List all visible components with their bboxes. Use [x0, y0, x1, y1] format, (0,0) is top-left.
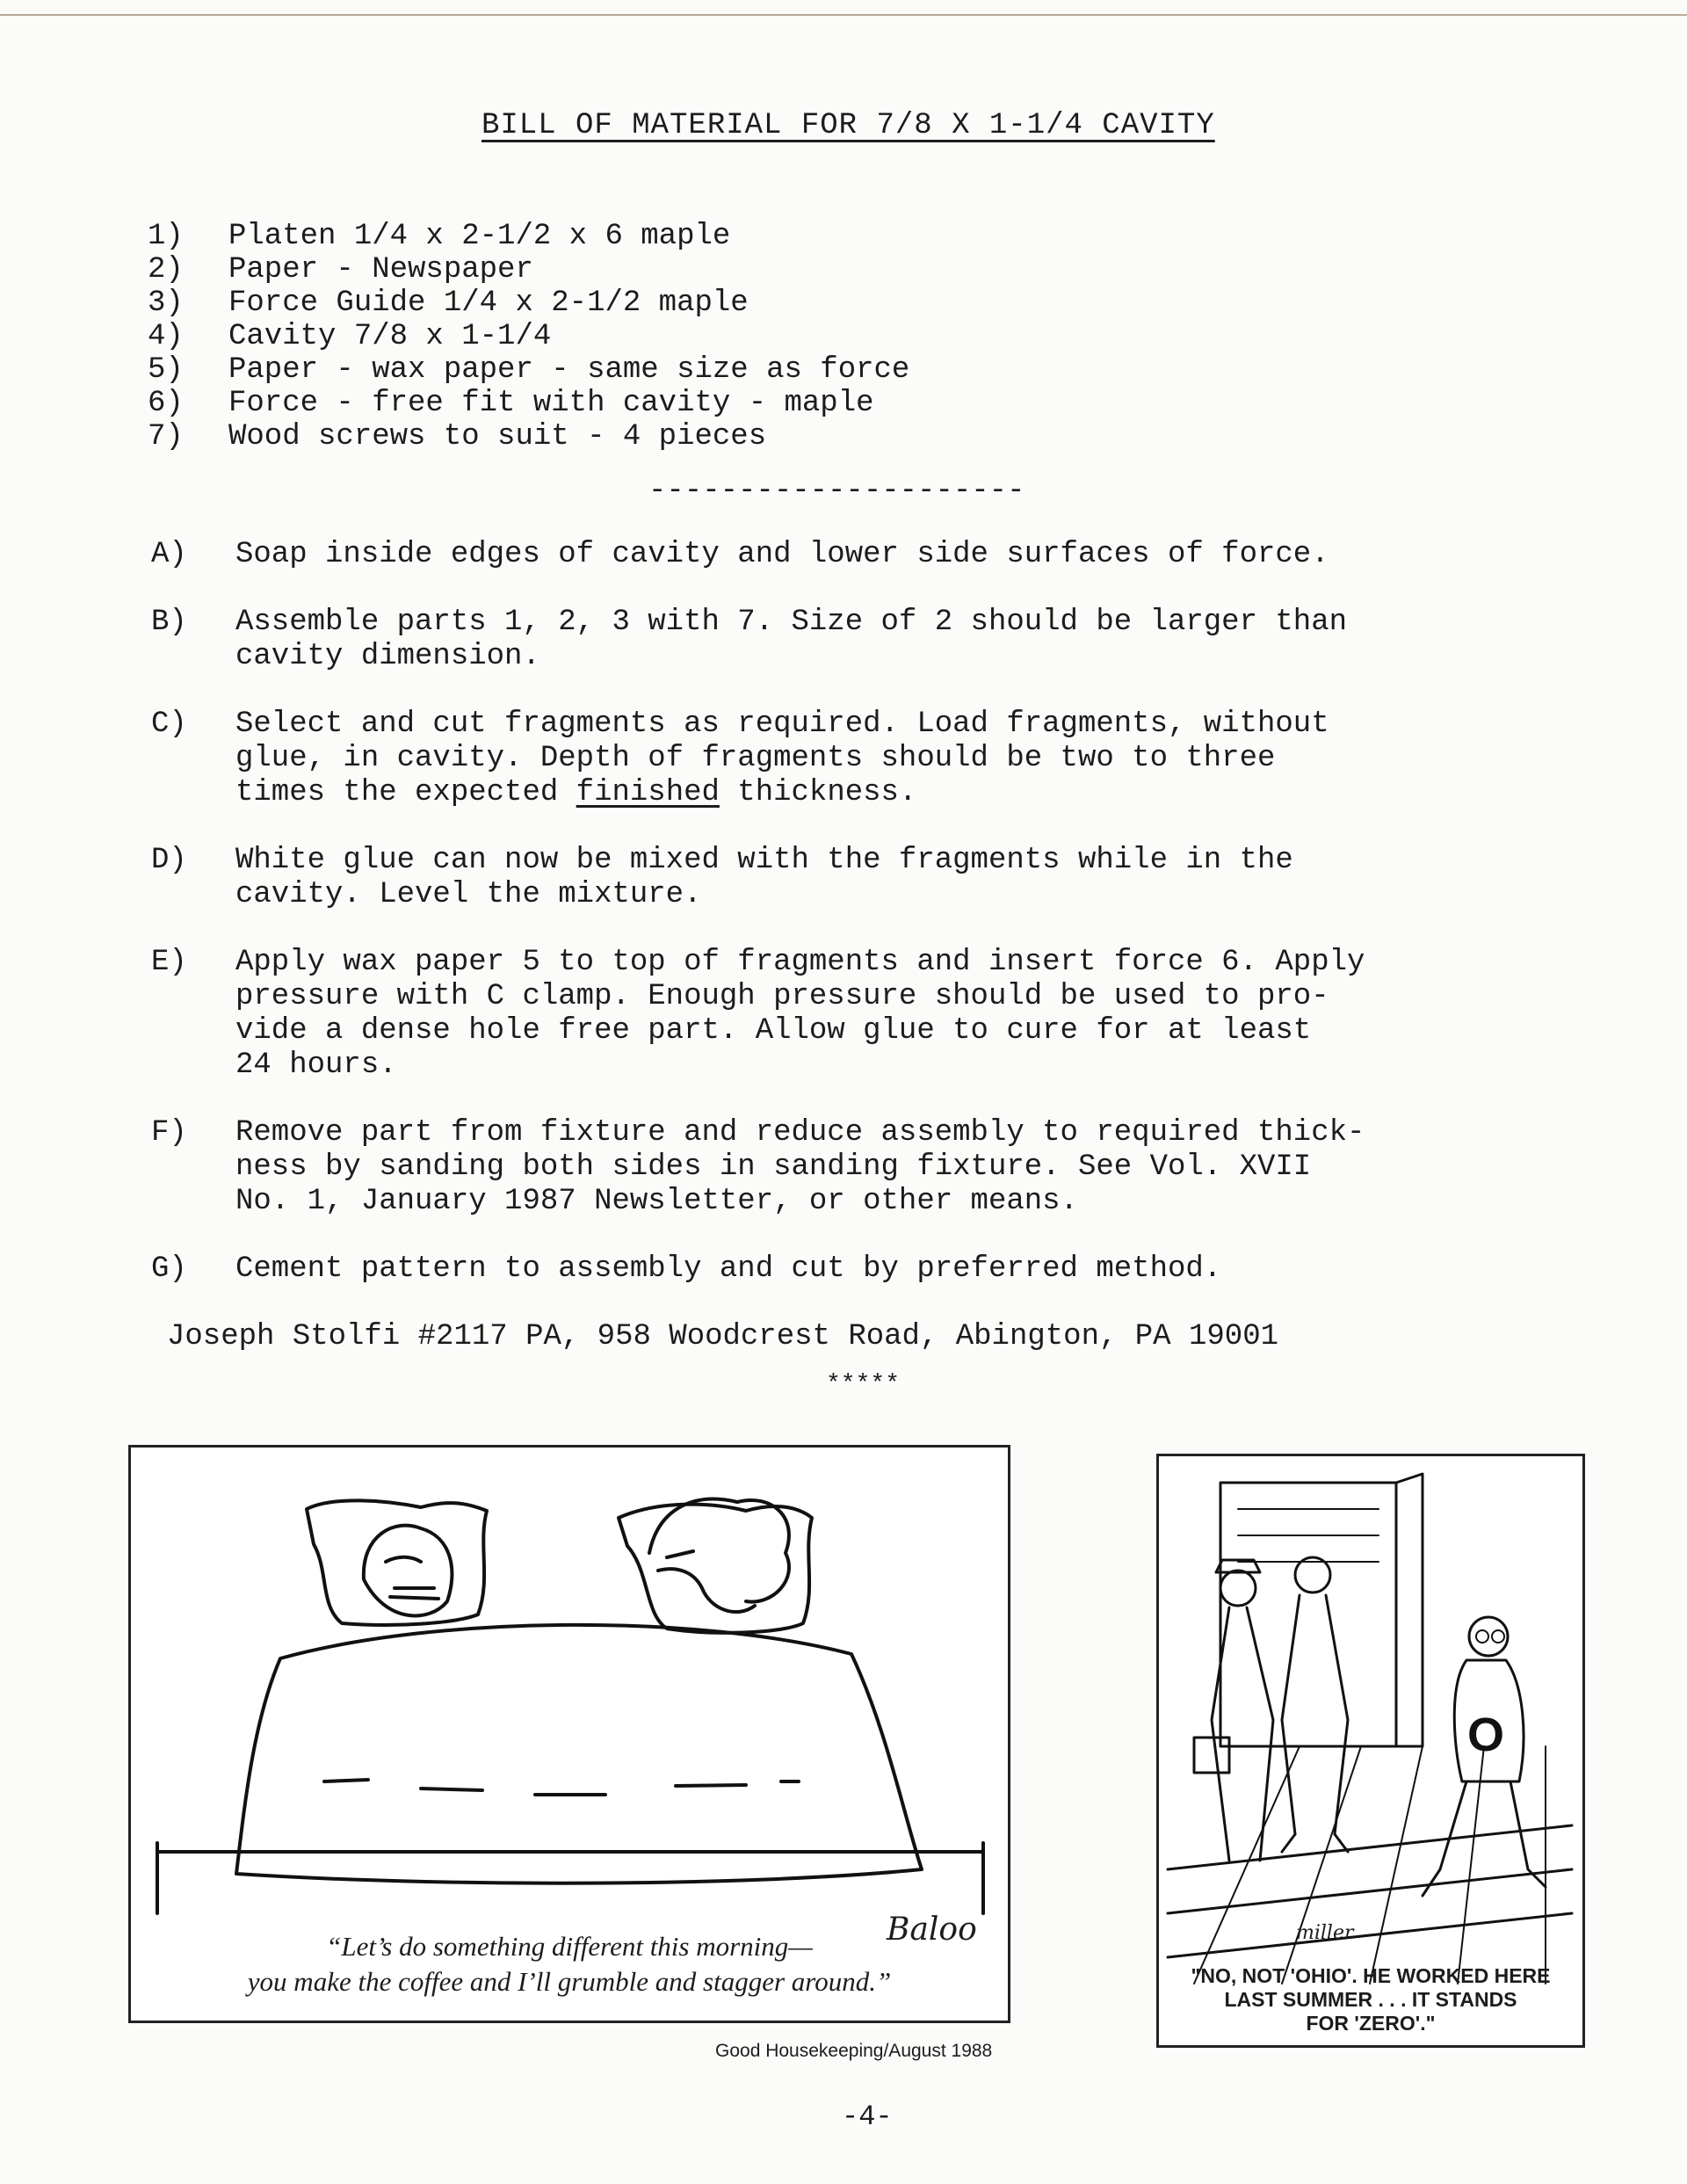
item-text: Platen 1/4 x 2-1/2 x 6 maple	[228, 220, 731, 253]
list-item	[148, 287, 909, 320]
step-letter: D)	[151, 844, 187, 877]
item-text: Force - free fit with cavity - maple	[228, 387, 874, 420]
step-text: Cement pattern to assembly and cut by preferred method.	[235, 1252, 1222, 1286]
caption-line: you make the coffee and I’ll grumble and stagger around.”	[247, 1966, 892, 1997]
page-number: -4-	[842, 2101, 893, 2133]
item-number: 5)	[148, 353, 184, 387]
list-item	[148, 353, 909, 387]
item-text: Force Guide 1/4 x 2-1/2 maple	[228, 287, 749, 320]
bed-cartoon-caption	[131, 1929, 1008, 1999]
item-number: 6)	[148, 387, 184, 420]
step-text-part: thickness.	[719, 776, 917, 809]
step-letter: A)	[151, 538, 187, 571]
step-text	[235, 707, 1329, 810]
step-letter: B)	[151, 606, 187, 639]
cartoonist-signature: Baloo	[887, 1912, 977, 1948]
page-title: BILL OF MATERIAL FOR 7/8 X 1-1/4 CAVITY	[481, 109, 1215, 142]
list-item	[148, 387, 909, 420]
step-text-part: Select and cut fragments as required. Load fragments, without glue, in cavity. Depth of fragments should be two to three times the expected	[235, 707, 1329, 809]
step-f	[151, 1116, 1522, 1219]
section-divider-stars: *****	[826, 1371, 901, 1398]
item-number: 2)	[148, 253, 184, 287]
step-g	[151, 1252, 1522, 1287]
item-number: 7)	[148, 420, 184, 453]
step-text: Soap inside edges of cavity and lower side surfaces of force.	[235, 538, 1329, 571]
item-text: Paper - Newspaper	[228, 253, 533, 287]
item-text: Paper - wax paper - same size as force	[228, 353, 910, 387]
list-item	[148, 320, 909, 353]
step-e	[151, 946, 1522, 1083]
item-number: 3)	[148, 287, 184, 320]
top-rule	[0, 14, 1687, 16]
instruction-steps	[151, 538, 1522, 1320]
ohio-cartoon-caption: "NO, NOT 'OHIO'. HE WORKED HERE LAST SUMMER . . . IT STANDS FOR 'ZERO'."	[1191, 1964, 1551, 2035]
step-text: Assemble parts 1, 2, 3 with 7. Size of 2 should be larger than cavity dimension.	[235, 606, 1348, 673]
ohio-cartoon	[1156, 1454, 1585, 2048]
caption-line: “Let’s do something different this morning—	[326, 1931, 813, 1962]
underlined-word: finished	[576, 776, 720, 809]
step-c	[151, 707, 1522, 810]
step-letter: G)	[151, 1252, 187, 1286]
step-a	[151, 538, 1522, 572]
step-letter: F)	[151, 1116, 187, 1150]
step-d	[151, 844, 1522, 912]
cartoonist-signature: miller	[1296, 1922, 1354, 1944]
list-item	[148, 253, 909, 287]
cartoon-source: Good Housekeeping/August 1988	[715, 2041, 993, 2061]
step-letter: C)	[151, 707, 187, 741]
item-number: 4)	[148, 320, 184, 353]
step-letter: E)	[151, 946, 187, 979]
step-b	[151, 606, 1522, 674]
bed-cartoon	[128, 1445, 1010, 2023]
sweater-letter: O	[1466, 1709, 1505, 1761]
list-item	[148, 420, 909, 453]
bill-of-material-list	[148, 220, 909, 453]
separator-line: ---------------------	[648, 475, 1025, 508]
list-item	[148, 220, 909, 253]
ohio-cartoon-drawing	[1159, 1456, 1582, 2045]
author-address: Joseph Stolfi #2117 PA, 958 Woodcrest Road, Abington, PA 19001	[167, 1320, 1279, 1353]
step-text: Remove part from fixture and reduce assembly to required thick- ness by sanding both sides in sanding fixture. See Vol. XVII No. 1, January 1987 Newsletter, or other means.	[235, 1116, 1365, 1218]
item-text: Wood screws to suit - 4 pieces	[228, 420, 767, 453]
item-text: Cavity 7/8 x 1-1/4	[228, 320, 552, 353]
item-number: 1)	[148, 220, 184, 253]
step-text: White glue can now be mixed with the fragments while in the cavity. Level the mixture.	[235, 844, 1293, 911]
step-text: Apply wax paper 5 to top of fragments and insert force 6. Apply pressure with C clamp. Enough pressure should be used to pro- vide a dense hole free part. Allow glue to cure for at least 24 hours.	[235, 946, 1365, 1082]
